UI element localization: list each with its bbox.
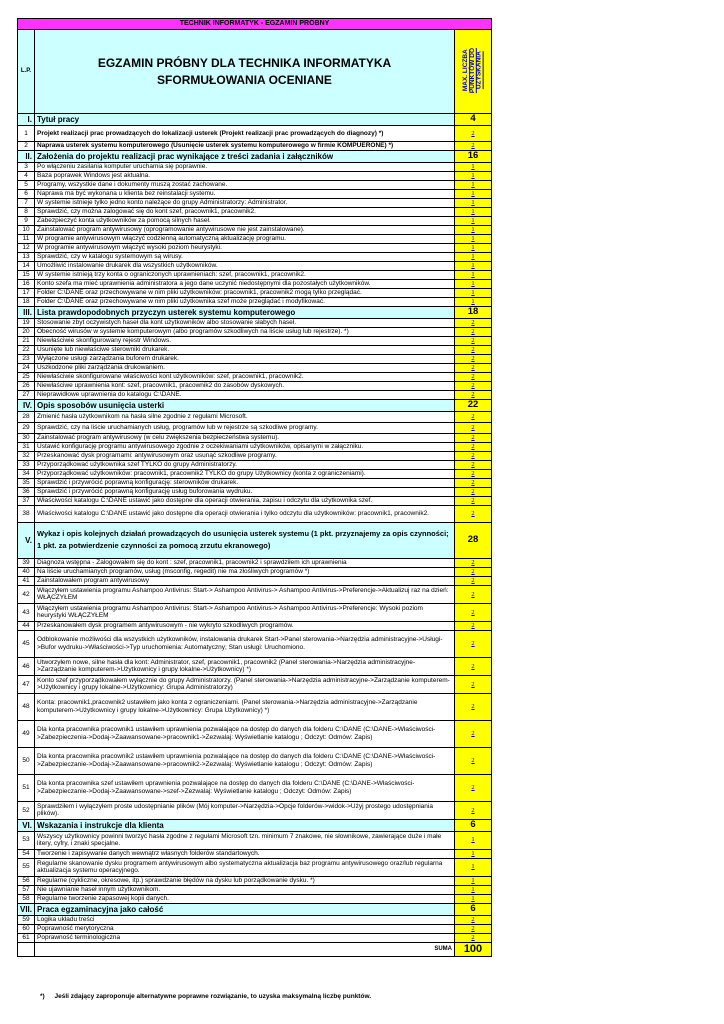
criterion-row xyxy=(18,126,492,142)
criterion-text: Diagnoza wstępna - Zalogowałem się do kont : szef, pracownik1, pracownik2 i sprawdziłem ich uprawnienia xyxy=(35,558,455,567)
section-number: VI. xyxy=(18,819,35,831)
criterion-points: 2 xyxy=(455,693,492,720)
criterion-row xyxy=(18,496,492,505)
criterion-points: 1 xyxy=(455,234,492,243)
criterion-row xyxy=(18,252,492,261)
criterion-row xyxy=(18,621,492,630)
criterion-points: 2 xyxy=(455,354,492,363)
criterion-points: 1 xyxy=(455,849,492,858)
criterion-points: 2 xyxy=(455,442,492,451)
criterion-points: 2 xyxy=(455,915,492,924)
criterion-points: 2 xyxy=(455,558,492,567)
criterion-text: Nie ujawnianie haseł innym użytkownikom. xyxy=(35,885,455,894)
criterion-text: Sprawdzić, czy w katalogu systemowym są wirusy. xyxy=(35,252,455,261)
page-title xyxy=(35,30,455,114)
criterion-points: 2 xyxy=(455,630,492,657)
criterion-row xyxy=(18,162,492,171)
criterion-points: 2 xyxy=(455,621,492,630)
criterion-number: 4 xyxy=(18,171,35,180)
criterion-points: 2 xyxy=(455,142,492,151)
criterion-number: 29 xyxy=(18,422,35,433)
criterion-number: 32 xyxy=(18,451,35,460)
criterion-row xyxy=(18,849,492,858)
criterion-points: 2 xyxy=(455,603,492,621)
criterion-row xyxy=(18,657,492,675)
criterion-text: Programy, wszystkie dane i dokumenty muszą zostać zachowane. xyxy=(35,180,455,189)
scoring-table xyxy=(17,18,492,957)
criterion-text: Przeskanowałem dysk programem antywirusowym - nie wykryto szkodliwych programów. xyxy=(35,621,455,630)
criterion-number: 1 xyxy=(18,126,35,142)
criterion-text: Zainstalowałem program antywirusowy xyxy=(35,576,455,585)
criterion-points: 2 xyxy=(455,390,492,399)
criterion-row xyxy=(18,558,492,567)
criterion-text: Na liście uruchamianych programów, usług (msconfig, regedit) nie ma złośliwych programów *) xyxy=(35,567,455,576)
section-title: Praca egzaminacyjna jako całość xyxy=(35,903,455,915)
section-header-row xyxy=(18,522,492,558)
criterion-row xyxy=(18,171,492,180)
criterion-points: 1 xyxy=(455,288,492,297)
criterion-points: 2 xyxy=(455,381,492,390)
lp-header: L.P. xyxy=(18,30,35,114)
section-title: Lista prawdopodobnych przyczyn usterek systemu komputerowego xyxy=(35,306,455,318)
criterion-points: 1 xyxy=(455,225,492,234)
criterion-text: Przeskanować dysk programami: antywirusowym oraz usunąć szkodliwe programy. xyxy=(35,451,455,460)
section-number: III. xyxy=(18,306,35,318)
criterion-text: Projekt realizacji prac prowadzących do lokalizacji usterek (Projekt realizacji prac prowadzących do diagnozy) *) xyxy=(35,126,455,142)
criterion-points: 2 xyxy=(455,422,492,433)
criterion-number: 36 xyxy=(18,487,35,496)
criterion-points: 1 xyxy=(455,858,492,876)
criterion-number: 61 xyxy=(18,933,35,942)
criterion-number: 41 xyxy=(18,576,35,585)
criterion-points: 2 xyxy=(455,675,492,693)
criterion-row xyxy=(18,442,492,451)
criterion-text: Tworzenie i zapisywanie danych wewnątrz własnych folderów standartowych. xyxy=(35,849,455,858)
criterion-number: 46 xyxy=(18,657,35,675)
criterion-row xyxy=(18,225,492,234)
criterion-text: W programie antywirusowym włączyć codzienną automatyczną aktualizację programu. xyxy=(35,234,455,243)
criterion-points: 2 xyxy=(455,933,492,942)
criterion-text: Odblokowanie możliwości dla wszystkich użytkowników, instalowania drukarek Start->Panel sterowania->Narzędzia administracyjne->Usługi->Bufor wydruku->Właściwości->Typ uruchomienia: Automatyczny; Stan usługi: Uruchomiono. xyxy=(35,630,455,657)
section-number: VII. xyxy=(18,903,35,915)
sum-label: SUMA xyxy=(35,942,455,956)
criterion-text: Naprawa ma być wykonana u klienta bez reinstalacji systemu. xyxy=(35,189,455,198)
criterion-row xyxy=(18,270,492,279)
criterion-points: 2 xyxy=(455,720,492,747)
criterion-row xyxy=(18,390,492,399)
criterion-points: 2 xyxy=(455,585,492,603)
criterion-text: Poprawność merytoryczna xyxy=(35,924,455,933)
criterion-text: W programie antywirusowym włączyć wysoki poziom heurystyki. xyxy=(35,243,455,252)
criterion-row xyxy=(18,720,492,747)
criterion-points: 1 xyxy=(455,162,492,171)
criterion-text: Regularne tworzenie zapasowej kopii danych. xyxy=(35,894,455,903)
criterion-text: Zmienić hasła użytkownikom na hasła silne zgodnie z regułami Microsoft. xyxy=(35,411,455,422)
criterion-number: 8 xyxy=(18,207,35,216)
section-header-row xyxy=(18,306,492,318)
criterion-number: 48 xyxy=(18,693,35,720)
criterion-row xyxy=(18,336,492,345)
criterion-number: 17 xyxy=(18,288,35,297)
section-points: 18 xyxy=(455,306,492,318)
criterion-row xyxy=(18,216,492,225)
criterion-points: 1 xyxy=(455,216,492,225)
criterion-text: Po włączeniu zasilania komputer uruchamia się poprawnie. xyxy=(35,162,455,171)
section-number: I. xyxy=(18,114,35,126)
criterion-row xyxy=(18,142,492,151)
criterion-row xyxy=(18,915,492,924)
criterion-points: 2 xyxy=(455,657,492,675)
criterion-text: Zabezpieczyć konta użytkowników za pomocą silnych haseł. xyxy=(35,216,455,225)
section-number: V. xyxy=(18,522,35,558)
criterion-text: Logika układu treści xyxy=(35,915,455,924)
criterion-points: 1 xyxy=(455,885,492,894)
section-header-row xyxy=(18,399,492,411)
criterion-points: 2 xyxy=(455,774,492,801)
section-title: Wskazania i instrukcje dla klienta xyxy=(35,819,455,831)
criterion-row xyxy=(18,747,492,774)
criterion-row xyxy=(18,381,492,390)
criterion-row xyxy=(18,774,492,801)
section-header-row xyxy=(18,151,492,163)
criterion-row xyxy=(18,675,492,693)
criterion-row xyxy=(18,422,492,433)
criterion-row xyxy=(18,894,492,903)
criterion-points: 2 xyxy=(455,318,492,327)
criterion-number: 27 xyxy=(18,390,35,399)
criterion-points: 1 xyxy=(455,207,492,216)
criterion-number: 11 xyxy=(18,234,35,243)
criterion-text: Właściwości katalogu C:\DANE ustawić jako dostępne dla operacji otwierania i tylko odczytu dla użytkowników: pracownik1, pracownik2. xyxy=(35,505,455,522)
criterion-number: 49 xyxy=(18,720,35,747)
criterion-text: Niewłaściwie skonfigurowane właściwości kont użytkowników: szef, pracownik1, pracownik2. xyxy=(35,372,455,381)
criterion-row xyxy=(18,451,492,460)
section-header-row xyxy=(18,114,492,126)
criterion-row xyxy=(18,234,492,243)
criterion-text: Usunięte lub niewłaściwe sterowniki drukarek. xyxy=(35,345,455,354)
criterion-row xyxy=(18,801,492,819)
criterion-number: 10 xyxy=(18,225,35,234)
criterion-text: Sprawdziłem i wyłączyłem proste udostępnianie plików (Mój komputer->Narzędzia->Opcje folderów->widok->Użyj prostego udostępniania plików). xyxy=(35,801,455,819)
criterion-number: 33 xyxy=(18,460,35,469)
criterion-number: 60 xyxy=(18,924,35,933)
criterion-text: Baza poprawek Windows jest aktualna. xyxy=(35,171,455,180)
criterion-number: 43 xyxy=(18,603,35,621)
criterion-number: 57 xyxy=(18,885,35,894)
criterion-text: Dla konta pracownika pracownik1 ustawiłem uprawnienia pozwalające na dostęp do danych dla folderu C:\DANE (C:\DANE->Właściwości->Zabezpieczenia->Dodaj->Zaawansowane->pracownik1->Zezwalaj: Wyświetlanie katalogu ; Odczyt: Odmów: Zapis) xyxy=(35,720,455,747)
section-number: II. xyxy=(18,151,35,163)
section-number: IV. xyxy=(18,399,35,411)
criterion-points: 2 xyxy=(455,327,492,336)
sum-row xyxy=(18,942,492,956)
criterion-number: 22 xyxy=(18,345,35,354)
criterion-number: 54 xyxy=(18,849,35,858)
section-points: 28 xyxy=(455,522,492,558)
criterion-text: Utworzyłem nowe, silne hasła dla kont: Administrator, szef, pracownik1, pracownik2 (Panel sterowania->Narzędzia administracyjne->Zarządzanie komputerem->Użytkownicy i grupy lokalne->Użytkownicy) *) xyxy=(35,657,455,675)
criterion-text: Wyłączone usługi zarządzania buforem drukarek. xyxy=(35,354,455,363)
criterion-points: 1 xyxy=(455,279,492,288)
criterion-row xyxy=(18,318,492,327)
criterion-points: 1 xyxy=(455,261,492,270)
criterion-text: Naprawa usterek systemu komputerowego (Usunięcie usterek systemu komputerowego w firmie KOMPUERONE) *) xyxy=(35,142,455,151)
criterion-number: 34 xyxy=(18,469,35,478)
section-header-row xyxy=(18,819,492,831)
criterion-number: 26 xyxy=(18,381,35,390)
criterion-points: 2 xyxy=(455,345,492,354)
criterion-points: 2 xyxy=(455,567,492,576)
criterion-number: 47 xyxy=(18,675,35,693)
criterion-text: Nieprawidłowe uprawnienia do katalogu C:\DANE. xyxy=(35,390,455,399)
criterion-text: Przyporządkować użytkowników: pracownik1, pracownik2 TYLKO do grupy Użytkownicy (konta z ograniczeniami). xyxy=(35,469,455,478)
footnote-marker: *) xyxy=(40,993,45,1000)
section-title: Założenia do projektu realizacji prac wynikające z treści zadania i załączników xyxy=(35,151,455,163)
criterion-points: 2 xyxy=(455,126,492,142)
criterion-text: Konta: pracownik1,pracownik2 ustawiłem jako konta z ograniczeniami. (Panel sterowania->Narzędzia administracyjne->Zarządzanie komputerem->Użytkownicy i grupy lokalne->Użytkownicy: Grupa Użytkownicy) *) xyxy=(35,693,455,720)
criterion-text: Folder C:\DANE oraz przechowywane w nim pliki użytkowników: pracownik1, pracownik2 mogą tylko przeglądać. xyxy=(35,288,455,297)
criterion-points: 1 xyxy=(455,252,492,261)
criterion-row xyxy=(18,207,492,216)
criterion-text: Sprawdzić i przywrócić poprawną konfigurację: sterowników drukarek. xyxy=(35,478,455,487)
criterion-text: Niewłaściwie skonfigurowany rejestr Windows. xyxy=(35,336,455,345)
criterion-text: Konto szefa ma mieć uprawnienia administratora a jego dane uczynić niedostępnymi dla pozostałych użytkowników. xyxy=(35,279,455,288)
criterion-number: 44 xyxy=(18,621,35,630)
criterion-row xyxy=(18,261,492,270)
criterion-number: 16 xyxy=(18,279,35,288)
criterion-row xyxy=(18,585,492,603)
criterion-points: 2 xyxy=(455,411,492,422)
section-header-row xyxy=(18,903,492,915)
section-title: Opis sposobów usunięcia usterki xyxy=(35,399,455,411)
criterion-number: 5 xyxy=(18,180,35,189)
criterion-points: 2 xyxy=(455,336,492,345)
section-points: 4 xyxy=(455,114,492,126)
criterion-number: 40 xyxy=(18,567,35,576)
criterion-number: 52 xyxy=(18,801,35,819)
criterion-number: 25 xyxy=(18,372,35,381)
criterion-number: 28 xyxy=(18,411,35,422)
criterion-row xyxy=(18,288,492,297)
criterion-text: Obecność wirusów w systemie komputerowym (albo programów szkodliwych na liście usług lub rejestrze). *) xyxy=(35,327,455,336)
criterion-row xyxy=(18,858,492,876)
criterion-number: 20 xyxy=(18,327,35,336)
criterion-row xyxy=(18,576,492,585)
criterion-number: 31 xyxy=(18,442,35,451)
criterion-number: 37 xyxy=(18,496,35,505)
criterion-text: Poprawność terminologiczna xyxy=(35,933,455,942)
criterion-row xyxy=(18,198,492,207)
criterion-number: 42 xyxy=(18,585,35,603)
criterion-number: 53 xyxy=(18,831,35,849)
criterion-row xyxy=(18,933,492,942)
criterion-points: 2 xyxy=(455,924,492,933)
criterion-text: Umożliwić instalowanie drukarek dla wszystkich użytkowników. xyxy=(35,261,455,270)
criterion-text: Włączyłem ustawienia programu Ashampoo Antivirus: Start-> Ashampoo Antivirus-> Ashampoo Antivirus->Preferencje->Aktualizuj raz na dzień: WŁĄCZYŁEM xyxy=(35,585,455,603)
criterion-row xyxy=(18,505,492,522)
criterion-number: 56 xyxy=(18,876,35,885)
section-points: 6 xyxy=(455,903,492,915)
criterion-text: Zainstalować program antywirusowy (oprogramowanie antywirusowe nie jest zainstalowane). xyxy=(35,225,455,234)
criterion-number: 24 xyxy=(18,363,35,372)
criterion-text: Dla konta pracownika szef ustawiłem uprawnienia pozwalające na dostęp do danych dla folderu C:\DANE (C:\DANE->Właściwości->Zabezpieczanie->Dodaj->Zaawansowane->szef->Zezwalaj: Wyświetlanie katalogu ; Odczyt: Odmów: Zapis) xyxy=(35,774,455,801)
criterion-text: Regularne (cykliczne, okresowe, itp.) sprawdzanie błędów na dysku lub porządkowanie dysku. *) xyxy=(35,876,455,885)
criterion-number: 13 xyxy=(18,252,35,261)
criterion-text: Uszkodzone pliki zarządzania drukowaniem. xyxy=(35,363,455,372)
criterion-number: 50 xyxy=(18,747,35,774)
criterion-number: 18 xyxy=(18,297,35,306)
footnote-text: Jeśli zdający zaproponuje alternatywne poprawne rozwiązanie, to uzyska maksymalną liczbę punktów. xyxy=(54,993,372,1000)
header-band: TECHNIK INFORMATYK - EGZAMIN PRÓBNY xyxy=(18,19,492,30)
criterion-row xyxy=(18,885,492,894)
section-points: 16 xyxy=(455,151,492,163)
sum-empty xyxy=(18,942,35,956)
criterion-row xyxy=(18,603,492,621)
criterion-points: 1 xyxy=(455,243,492,252)
criterion-text: Sprawdzić, czy na liście uruchamianych usług, programów lub w rejestrze są szkodliwe programy. xyxy=(35,422,455,433)
criterion-text: Regularne skanowanie dysku programem antywirusowym albo systematyczna aktualizacja baz programu antywirusowego oraz/lub regularna aktualizacja systemu operacyjnego. xyxy=(35,858,455,876)
title-row xyxy=(18,30,492,114)
criterion-number: 39 xyxy=(18,558,35,567)
criterion-row xyxy=(18,487,492,496)
criterion-text: Sprawdzić i przywrócić poprawną konfigurację usług buforowania wydruku. xyxy=(35,487,455,496)
criterion-points: 2 xyxy=(455,487,492,496)
criterion-row xyxy=(18,478,492,487)
criterion-row xyxy=(18,354,492,363)
criterion-points: 2 xyxy=(455,496,492,505)
criterion-points: 2 xyxy=(455,576,492,585)
criterion-row xyxy=(18,433,492,442)
criterion-points: 2 xyxy=(455,478,492,487)
criterion-number: 19 xyxy=(18,318,35,327)
criterion-points: 2 xyxy=(455,505,492,522)
criterion-number: 6 xyxy=(18,189,35,198)
criterion-row xyxy=(18,876,492,885)
max-points-label: MAX. LICZBA PUNKTÓW DO UZYSKANIA xyxy=(461,47,483,93)
criterion-points: 1 xyxy=(455,189,492,198)
criterion-points: 2 xyxy=(455,801,492,819)
criterion-number: 23 xyxy=(18,354,35,363)
criterion-text: Ustawić konfigurację programu antywirusowego zgodnie z oczekiwaniami użytkowników, opisanymi w załączniku. xyxy=(35,442,455,451)
criterion-points: 2 xyxy=(455,460,492,469)
criterion-row xyxy=(18,372,492,381)
criterion-number: 21 xyxy=(18,336,35,345)
criterion-text: Stosowanie zbyt oczywistych haseł dla kont użytkowników albo stosowanie słabych haseł. xyxy=(35,318,455,327)
max-points-header xyxy=(455,30,492,114)
criterion-row xyxy=(18,924,492,933)
section-points: 22 xyxy=(455,399,492,411)
criterion-points: 1 xyxy=(455,198,492,207)
criterion-text: Sprawdzić, czy można zalogować się do kont szef, pracownik1, pracownik2. xyxy=(35,207,455,216)
criterion-text: Wszyscy użytkownicy powinni tworzyć hasła zgodne z regułami Microsoft tzn. minimum 7 znakowe, nie słownikowe, zawierające duże i małe litery, cyfry, i znaki specjalne. xyxy=(35,831,455,849)
criterion-row xyxy=(18,693,492,720)
header-band-row xyxy=(18,19,492,30)
criterion-row xyxy=(18,297,492,306)
criterion-text: Konto szef przyporządkowałem wyłącznie do grupy Administratorzy. (Panel sterowania->Narzędzia administracyjne->Zarządzanie komputerem->Użytkownicy i grupy lokalne->Użytkownicy: Grupa Administratorzy) xyxy=(35,675,455,693)
title-line-1: EGZAMIN PRÓBNY DLA TECHNIKA INFORMATYKA xyxy=(97,56,392,71)
criterion-row xyxy=(18,567,492,576)
criterion-points: 1 xyxy=(455,831,492,849)
section-title: Tytuł pracy xyxy=(35,114,455,126)
criterion-text: Właściwości katalogu C:\DANE ustawić jako dostępne dla operacji otwierania, zapisu i odczytu dla użytkownika szef. xyxy=(35,496,455,505)
criterion-number: 55 xyxy=(18,858,35,876)
criterion-number: 15 xyxy=(18,270,35,279)
criterion-points: 2 xyxy=(455,363,492,372)
criterion-number: 12 xyxy=(18,243,35,252)
criterion-text: W systemie istnieją trzy konta o ograniczonych uprawnieniach: szef, pracownik1, pracownik2. xyxy=(35,270,455,279)
criterion-row xyxy=(18,345,492,354)
criterion-row xyxy=(18,460,492,469)
criterion-row xyxy=(18,279,492,288)
criterion-number: 3 xyxy=(18,162,35,171)
criterion-text: Włączyłem ustawienia programu Ashampoo Antivirus: Start-> Ashampoo Antivirus-> Ashampoo Antivirus->Preferencje: Wysoki poziom heurystyki WŁĄCZYŁEM xyxy=(35,603,455,621)
title-line-2: SFORMUŁOWANIA OCENIANE xyxy=(157,72,332,87)
criterion-number: 30 xyxy=(18,433,35,442)
criterion-row xyxy=(18,411,492,422)
criterion-number: 7 xyxy=(18,198,35,207)
criterion-row xyxy=(18,630,492,657)
criterion-points: 1 xyxy=(455,270,492,279)
criterion-text: W systemie istnieje tylko jedno konto należące do grupy Administratorzy: Administrator. xyxy=(35,198,455,207)
criterion-number: 9 xyxy=(18,216,35,225)
criterion-row xyxy=(18,363,492,372)
criterion-row xyxy=(18,180,492,189)
section-points: 6 xyxy=(455,819,492,831)
criterion-number: 59 xyxy=(18,915,35,924)
criterion-number: 35 xyxy=(18,478,35,487)
criterion-number: 14 xyxy=(18,261,35,270)
criterion-text: Dla konta pracownika pracownik2 ustawiłem uprawnienia pozwalające na dostęp do danych dla folderu C:\DANE (C:\DANE->Właściwości->Zabezpieczanie->Dodaj->Zaawansowane->pracownik2->Zezwalaj: Wyświetlanie katalogu ; Odczyt: Odmów: Zapis) xyxy=(35,747,455,774)
criterion-number: 58 xyxy=(18,894,35,903)
criterion-points: 2 xyxy=(455,451,492,460)
criterion-number: 38 xyxy=(18,505,35,522)
criterion-number: 2 xyxy=(18,142,35,151)
criterion-points: 1 xyxy=(455,171,492,180)
criterion-text: Niewłaściwe uprawnienia kont: szef, pracownik1, pracownik2 do zasobów dyskowych. xyxy=(35,381,455,390)
criterion-number: 51 xyxy=(18,774,35,801)
section-title: Wykaz i opis kolejnych działań prowadzących do usunięcia usterek systemu (1 pkt. przyznajemy za opis czynności; 1 pkt. za potwierdzenie czynności za pomocą zrzutu ekranowego) xyxy=(35,522,455,558)
criterion-points: 1 xyxy=(455,297,492,306)
criterion-text: Przyporządkować użytkownika szef TYLKO do grupy Administratorzy. xyxy=(35,460,455,469)
criterion-points: 1 xyxy=(455,180,492,189)
criterion-points: 1 xyxy=(455,894,492,903)
criterion-text: Folder C:\DANE oraz przechowywane w nim pliki użytkownika szef może przeglądać i modyfikować. xyxy=(35,297,455,306)
criterion-number: 45 xyxy=(18,630,35,657)
criterion-row xyxy=(18,469,492,478)
criterion-points: 2 xyxy=(455,372,492,381)
criterion-points: 2 xyxy=(455,433,492,442)
criterion-row xyxy=(18,327,492,336)
criterion-row xyxy=(18,831,492,849)
criterion-text: Zainstalować program antywirusowy (w celu zwiększenia bezpieczeństwa systemu). xyxy=(35,433,455,442)
criterion-row xyxy=(18,189,492,198)
sum-value: 100 xyxy=(455,942,492,956)
criterion-points: 2 xyxy=(455,469,492,478)
criterion-points: 2 xyxy=(455,747,492,774)
criterion-row xyxy=(18,243,492,252)
footnote xyxy=(40,993,371,1000)
criterion-points: 1 xyxy=(455,876,492,885)
